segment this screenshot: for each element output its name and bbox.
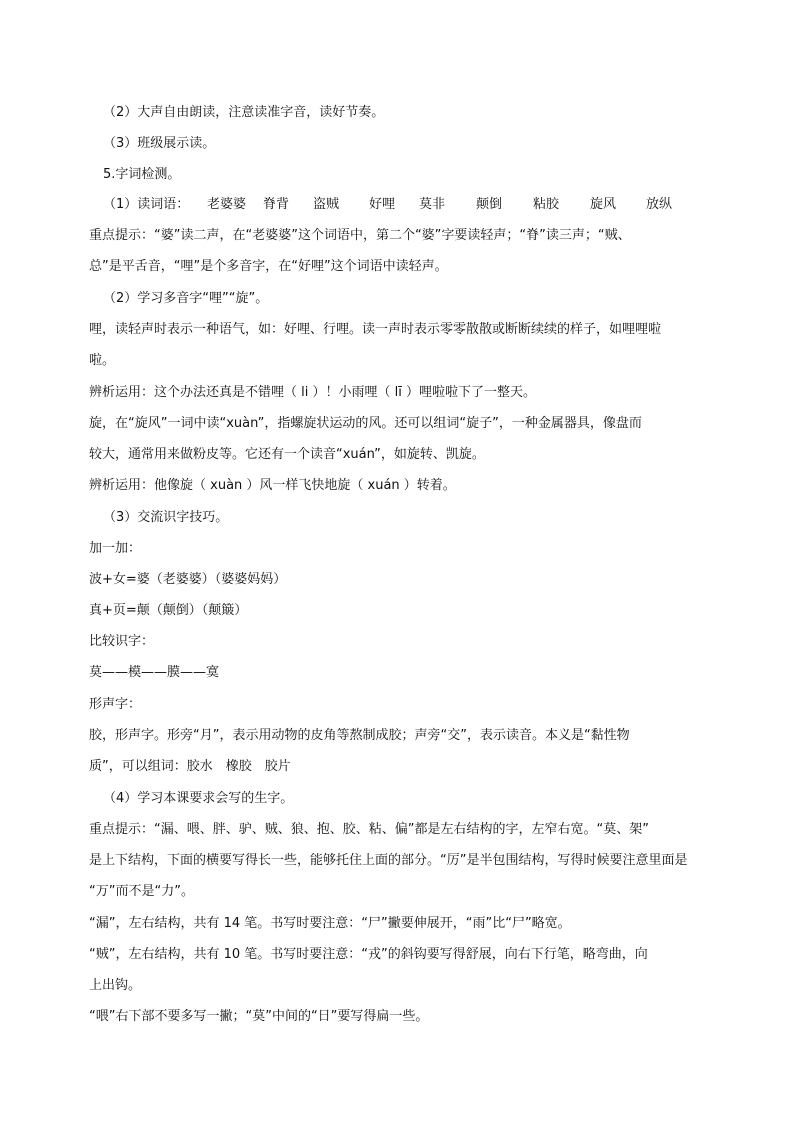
paragraph-li-explanation-cont: 啦。 [89,353,116,368]
paragraph-addition-po: 波+女=婆（老婆婆）（婆婆妈妈） [89,572,287,587]
paragraph-polyphonic-heading: （2）学习多音字“哩”“旋”。 [103,291,269,306]
paragraph-jiao-explanation: 胶，形声字。形旁“月”，表示用动物的皮角等熬制成胶；声旁“交”，表示读音。本义是“黏性物 [89,728,630,743]
vocabulary-word: 放纵 [646,197,673,212]
vocabulary-word: 盗贼 [313,197,340,212]
paragraph-xuan-explanation-cont: 较大，通常用来做粉皮等。它还有一个读音“xuán”，如旋转、凯旋。 [89,447,485,462]
paragraph-lou-writing: “漏”，左右结构，共有 14 笔。书写时要注意：“尸”撇要伸展开，“雨”比“尸”略宽。 [89,916,571,931]
key-tip-pronunciation-cont: 总”是平舌音，“哩”是个多音字，在“好哩”这个词语中读轻声。 [89,259,448,274]
paragraph-zei-writing-cont: 上出钩。 [89,978,142,993]
paragraph-xuan-practice: 辨析运用：他像旋（ xuàn ）风一样飞快地旋（ xuán ）转着。 [89,478,456,493]
key-tip-pronunciation: 重点提示：“婆”读二声，在“老婆婆”这个词语中，第二个“婆”字要读轻声；“脊”读三声；“贼、 [89,228,631,243]
paragraph-li-practice: 辨析运用：这个办法还真是不错哩（ li ）！小雨哩（ lī ）哩啦啦下了一整天。 [89,385,536,400]
section-heading-word-test: 5.字词检测。 [103,167,181,182]
key-tip-structure: 重点提示：“漏、喂、胖、驴、贼、狼、抱、胶、粘、偏”都是左右结构的字，左窄右宽。“莫、架” [89,822,649,837]
paragraph-addition-dian: 真+页=颠（颠倒）（颠簸） [89,603,248,618]
paragraph-xuan-explanation: 旋，在“旋风”一词中读“xuàn”，指螺旋状运动的风。还可以组词“旋子”，一种金属器具，像盘而 [89,416,642,431]
vocabulary-word: 脊背 [263,197,290,212]
paragraph-addition-heading: 加一加： [89,541,142,556]
paragraph-wei-mo-writing: “喂”右下部不要多写一撇；“莫”中间的“日”要写得扁一些。 [89,1009,429,1024]
vocabulary-word-list [207,197,686,213]
vocabulary-word: 颠倒 [476,197,503,212]
paragraph-phonosemantic-heading: 形声字： [89,697,142,712]
paragraph-literacy-skills-heading: （3）交流识字技巧。 [103,510,229,525]
vocabulary-label: （1）读词语： [103,197,190,212]
paragraph-li-explanation: 哩，读轻声时表示一种语气，如：好哩、行哩。读一声时表示零零散散或断断续续的样子，如哩哩啦 [89,322,662,337]
paragraph-jiao-explanation-cont: 质”，可以组词：胶水 橡胶 胶片 [89,759,291,774]
paragraph-compare-heading: 比较识字： [89,634,155,649]
paragraph-writing-heading: （4）学习本课要求会写的生字。 [103,791,294,806]
vocabulary-word: 好哩 [369,197,396,212]
vocabulary-line [0,197,794,213]
paragraph-compare-chars: 莫——模——膜——寞 [89,665,220,680]
paragraph-zei-writing: “贼”，左右结构，共有 10 笔。书写时要注意：“戎”的斜钩要写得舒展，向右下行笔，略弯曲，向 [89,947,648,962]
vocabulary-word: 莫非 [419,197,446,212]
paragraph-read-aloud: （2）大声自由朗读，注意读准字音，读好节奏。 [103,105,385,120]
vocabulary-word: 老婆婆 [207,197,247,212]
vocabulary-word: 粘胶 [533,197,560,212]
key-tip-structure-cont: 是上下结构，下面的横要写得长一些，能够托住上面的部分。“厉”是半包围结构，写得时候要注意里面是 [89,853,688,868]
key-tip-structure-end: “万”而不是“力”。 [89,884,194,899]
vocabulary-word: 旋风 [590,197,617,212]
paragraph-class-show: （3）班级展示读。 [103,136,216,151]
